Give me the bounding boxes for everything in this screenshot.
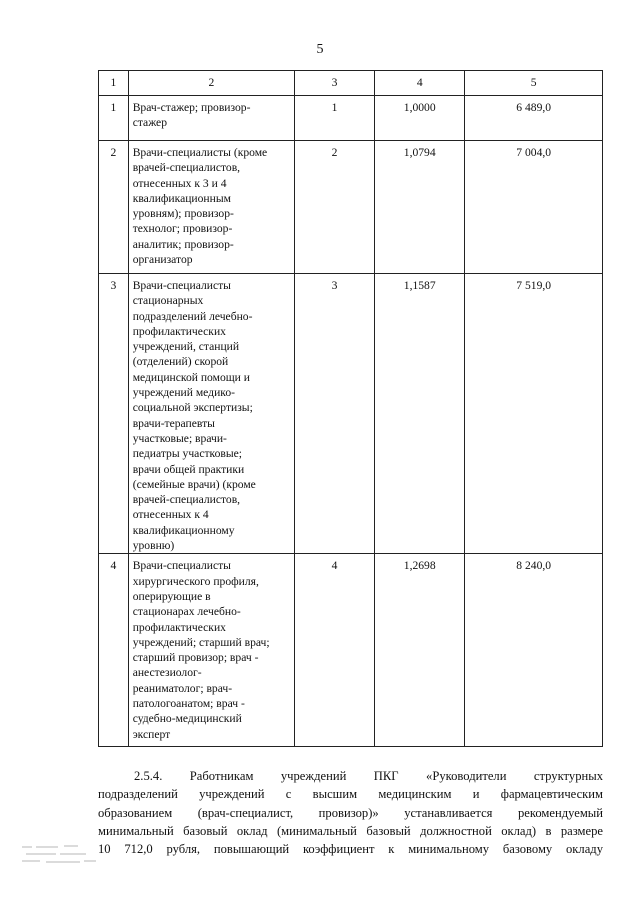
coefficient-cell: 1,0000 (375, 96, 465, 141)
position-text-line: (отделений) скорой (132, 355, 229, 369)
position-text-line: стационарах лечебно- (132, 605, 241, 619)
position-text-line: уровню) (132, 539, 175, 553)
position-text-line: Врач-стажер; провизор- (132, 101, 251, 114)
position-text-line: медицинской помощи и (132, 370, 250, 384)
position-text-line: Врачи-специалисты (132, 279, 231, 292)
position-text-line: стажер (132, 116, 168, 130)
position-text-line: оперирующие в (132, 589, 211, 603)
paragraph-line: 10 712,0 рубля, повышающий коэффициент к минимальному базовому окладу (98, 842, 603, 857)
position-text-line: патологоанатом; врач - (132, 697, 245, 711)
position-text-line: педиатры участковые; (132, 447, 242, 461)
level-cell: 2 (295, 141, 375, 274)
table-row (99, 274, 603, 554)
salary-cell: 8 240,0 (465, 554, 603, 747)
level-cell: 3 (295, 274, 375, 554)
position-text-line: аналитик; провизор- (132, 237, 234, 251)
page-number: 5 (316, 42, 324, 57)
position-text-line: врачей-специалистов, (132, 493, 241, 507)
position-text-line: анестезиолог- (132, 666, 202, 680)
position-text-line: отнесенных к 3 и 4 (132, 176, 227, 190)
position-text-line: учреждений; старший врач; (132, 635, 270, 649)
paragraph-line: образованием (врач-специалист, провизор)» устанавливается рекомендуемый (98, 805, 603, 820)
row-number-cell: 1 (99, 96, 129, 141)
salary-table (98, 70, 603, 747)
paragraph-line-text: 2.5.4. Работникам учреждений ПКГ «Руководители структурных (134, 769, 603, 783)
position-text (129, 145, 294, 267)
header-cell-2: 2 (128, 71, 294, 96)
position-text-line: Врачи-специалисты (кроме (132, 146, 268, 159)
position-text-line: учреждений, станций (132, 340, 240, 354)
level-cell: 1 (295, 96, 375, 141)
position-text-line: отнесенных к 4 (132, 508, 209, 522)
position-cell (128, 554, 294, 747)
position-text-line: Врачи-специалисты (132, 559, 231, 573)
position-text (129, 100, 294, 131)
position-text-line: социальной экспертизы; (132, 401, 253, 415)
position-text (129, 278, 294, 553)
coefficient-cell: 1,0794 (375, 141, 465, 274)
table-row (99, 554, 603, 747)
row-number-cell: 4 (99, 554, 129, 747)
salary-cell: 6 489,0 (465, 96, 603, 141)
position-text-line: подразделений лечебно- (132, 309, 253, 323)
position-text-line: старший провизор; врач - (132, 651, 259, 665)
position-text-line: уровням); провизор- (132, 207, 234, 221)
position-text-line: реаниматолог; врач- (132, 681, 233, 695)
table-header-row (99, 71, 603, 96)
salary-cell: 7 519,0 (465, 274, 603, 554)
header-cell-5: 5 (465, 71, 603, 96)
position-text-line: врачи общей практики (132, 462, 245, 476)
table-row (99, 141, 603, 274)
position-text-line: хирургического профиля, (132, 574, 259, 588)
coefficient-cell: 1,2698 (375, 554, 465, 747)
level-cell: 4 (295, 554, 375, 747)
header-cell-4: 4 (375, 71, 465, 96)
row-number-cell: 3 (99, 274, 129, 554)
position-cell (128, 141, 294, 274)
position-text-line: организатор (132, 253, 193, 267)
body-paragraph (98, 767, 603, 858)
position-text-line: квалификационным (132, 191, 231, 205)
position-cell (128, 274, 294, 554)
position-text-line: врачи-терапевты (132, 416, 215, 430)
position-text-line: учреждений медико- (132, 386, 235, 400)
table-row (99, 96, 603, 141)
position-text-line: участковые; врачи- (132, 431, 227, 445)
position-cell (128, 96, 294, 141)
coefficient-cell: 1,1587 (375, 274, 465, 554)
faint-stamp-mark (20, 842, 106, 870)
position-text (129, 558, 294, 742)
position-text-line: технолог; провизор- (132, 222, 233, 236)
position-text-line: стационарных (132, 294, 204, 308)
paragraph-line (98, 767, 603, 785)
paragraph-line: подразделений учреждений с высшим медицинским и фармацевтическим (98, 787, 603, 802)
salary-cell: 7 004,0 (465, 141, 603, 274)
position-text-line: профилактических (132, 620, 226, 634)
position-text-line: врачей-специалистов, (132, 161, 241, 175)
position-text-line: (семейные врачи) (кроме (132, 477, 256, 491)
header-cell-3: 3 (295, 71, 375, 96)
row-number-cell: 2 (99, 141, 129, 274)
position-text-line: эксперт (132, 727, 171, 741)
position-text-line: квалификационному (132, 523, 235, 537)
position-text-line: профилактических (132, 324, 226, 338)
position-text-line: судебно-медицинский (132, 712, 242, 726)
paragraph-line: минимальный базовый оклад (минимальный базовый должностной оклад) в размере (98, 823, 603, 838)
header-cell-1: 1 (99, 71, 129, 96)
